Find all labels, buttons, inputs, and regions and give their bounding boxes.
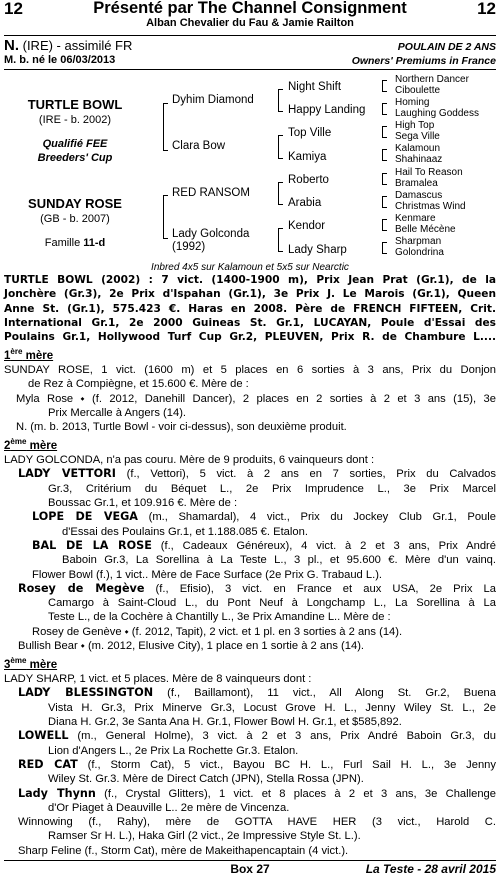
pedigree-bracket-g4 (382, 149, 387, 161)
second-dam-line-10: Rosey de Megève (f., Efisio), 3 vict. en France et aux USA, 2e Prix La (18, 581, 496, 595)
third-dam-line-6: Lion d'Angers L., 2e Prix La Rochette Gr.3. Etalon. (48, 744, 299, 757)
third-dam-line-11: Winnowing (f., Rahy), mère de GOTTA HAVE HER (3 vict., Harold C. (18, 816, 496, 829)
horse-identity (4, 37, 132, 54)
pedigree-ss: Dyhim Diamond (172, 94, 254, 106)
owners-premiums: Owners' Premiums in France (351, 55, 496, 67)
second-dam-line-12: Teste L., de la Cochère à Chantilly L., 3e Prix Amandine L.. Mère de : (48, 611, 391, 624)
pedigree-g2: Ciboulette (395, 85, 441, 96)
pedigree-bracket-g2 (382, 103, 387, 115)
pedigree-ds: RED RANSOM (172, 187, 250, 199)
second-dam-line-9: Flower Bowl (f.), 1 vict.. Mère de Face Surface (2e Prix G. Trabaud L.). (32, 568, 383, 581)
pedigree-bracket-g3 (382, 126, 387, 138)
pedigree-sd: Clara Bow (172, 140, 226, 152)
pedigree-dss: Roberto (288, 174, 329, 186)
second-dam-line-2: LADY VETTORI (f., Vettori), 5 vict. à 2 ans en 7 sorties, Prix du Calvados (18, 467, 496, 481)
sire-text-line-2: Jonchère (Gr.3), 2e Prix d'Ispahan (Gr.1), 3e Prix J. Le Marois (Gr.1), Queen (4, 288, 496, 301)
pedigree-bracket-g6 (382, 196, 387, 208)
pedigree-g1: Northern Dancer (395, 74, 469, 85)
third-dam-line-12: Ramser Sr H. L.), Haka Girl (2 vict., 2e Impressive Style St. L.). (48, 830, 361, 843)
pedigree-bracket-sd (278, 135, 283, 159)
second-dam-line-5: LOPE DE VEGA (m., Shamardal), 4 vict., Prix du Jockey Club Gr.1, Poule (32, 510, 496, 524)
page-header (0, 0, 500, 36)
consignment-title: Présenté par The Channel Consignment (93, 0, 407, 17)
pedigree-bracket-ss (278, 89, 283, 112)
sire-info: (IRE - b. 2002) (38, 114, 112, 126)
horse-origin: (IRE) - assimilé FR (19, 38, 133, 53)
pedigree-bracket-g8 (382, 242, 387, 254)
dam-family: Famille 11-d (44, 237, 106, 249)
sire-name: TURTLE BOWL (27, 97, 123, 112)
lot-number-left: 12 (4, 0, 23, 18)
second-dam-line-7: BAL DE LA ROSE (f., Cadeaux Généreux), 4 vict. à 2 et 3 ans, Prix André (32, 538, 496, 552)
first-dam-line-3: Myla Rose ⬩ (f. 2012, Danehill Dancer), 2 places en 2 sorties à 2 et 3 ans (15), 3e (16, 392, 496, 405)
second-dam-line-11: Camargo à Saint-Cloud L., du Pont Neuf à Longchamp L., La Sorellina à La (48, 597, 496, 610)
footer-rule (4, 860, 496, 861)
header-rule (4, 35, 496, 36)
pedigree-g6: Sega Ville (395, 131, 440, 142)
first-dam-section (4, 345, 496, 435)
pedigree-g8: Shahinaaz (395, 154, 443, 165)
pedigree-bracket-sire (163, 103, 168, 151)
pedigree-ssd: Happy Landing (288, 104, 366, 116)
pedigree-bracket-dam (163, 195, 168, 239)
pedigree-g7: Kalamoun (395, 143, 441, 154)
pedigree-g4: Laughing Goddess (395, 108, 479, 119)
first-dam-heading: 1ère mère (4, 347, 54, 362)
sire-paragraph (4, 273, 496, 344)
pedigree-g11: Damascus (395, 190, 443, 201)
third-dam-line-1: LADY SHARP, 1 vict. et 5 places. Mère de 8 vainqueurs dont : (4, 673, 312, 686)
pedigree-bracket-g1 (382, 80, 387, 92)
third-dam-line-8: Wiley St. Gr.3. Mère de Direct Catch (JPN), Stella Rossa (JPN). (48, 773, 364, 786)
second-dam-line-6: d'Essai des Poulains Gr.1, et 1.188.085 €. Etalon. (62, 525, 308, 538)
pedigree-bracket-g7 (382, 219, 387, 231)
sire-text-line-4: International Gr.1, 2e 2000 Guineas St. Gr.1, LUCAYAN, Poule d'Essai des (4, 316, 496, 329)
sale-event: La Teste - 28 avril 2015 (365, 862, 496, 876)
first-dam-line-4: Prix Mercalle à Angers (14). (48, 407, 187, 420)
dam-name: SUNDAY ROSE (28, 196, 122, 211)
first-dam-line-5: N. (m. b. 2013, Turtle Bowl - voir ci-dessus), son deuxième produit. (16, 421, 347, 434)
pedigree-g15: Sharpman (395, 236, 442, 247)
second-dam-line-8: Baboin Gr.3, La Sorellina à La Teste L., 3 pl., et 95.600 €. Mère d'un vainq. (62, 554, 496, 567)
dam-info: (GB - b. 2007) (40, 213, 110, 225)
pedigree-g9: Hail To Reason (395, 167, 463, 178)
third-dam-line-2: LADY BLESSINGTON (f., Baillamont), 11 vict., All Along St. Gr.2, Buena (18, 686, 496, 700)
horse-description: POULAIN DE 2 ANS (397, 41, 496, 53)
third-dam-line-7: RED CAT (f., Storm Cat), 5 vict., Bayou BC H. L., Furl Sail H. L., 3e Jenny (18, 757, 496, 771)
pedigree-dd-year: (1992) (172, 241, 206, 253)
horse-name: N. (4, 37, 19, 54)
sire-qualification-1: Qualifié FEE (42, 138, 108, 150)
third-dam-section (4, 654, 496, 858)
third-dam-heading: 3ème mère (4, 656, 58, 671)
consignor-names: Alban Chevalier du Fau & Jamie Railton (146, 17, 354, 29)
second-dam-line-4: Boussac Gr.1, et 109.916 €. Mère de : (48, 497, 238, 510)
pedigree-g10: Bramalea (395, 178, 438, 189)
first-dam-line-2: de Rez à Compiègne, et 15.600 €. Mère de : (28, 378, 249, 391)
third-dam-line-5: LOWELL (m., General Holme), 3 vict. à 2 et 3 ans, Prix André Baboin Gr.3, du (18, 729, 496, 743)
second-dam-line-3: Gr.3, Critérium du Béquet L., 2e Prix Imprudence L., 3e Prix Marcel (48, 482, 496, 495)
pedigree-sds: Top Ville (288, 127, 332, 139)
pedigree-bracket-dd (278, 228, 283, 252)
pedigree-sss: Night Shift (288, 81, 342, 93)
pedigree-dds: Kendor (288, 220, 326, 232)
third-dam-line-10: d'Or Piaget à Deauville L.. 2e mère de Vincenza. (48, 801, 290, 814)
inbreeding-note: Inbred 4x5 sur Kalamoun et 5x5 sur Nearctic (151, 262, 349, 273)
first-dam-line-1: SUNDAY ROSE, 1 vict. (1600 m) et 5 places en 6 sorties à 3 ans, Prix du Donjon (4, 364, 496, 377)
box-number: Box 27 (230, 862, 270, 876)
lot-number-right: 12 (477, 0, 496, 18)
pedigree-g13: Kenmare (395, 213, 436, 224)
sire-text-line-3: Anne St. (Gr.1), 575.423 €. Haras en 2008. Père de FRENCH FIFTEEN, Crit. (4, 302, 496, 315)
sire-text-line-5: Poulains Gr.1, Hollywood Turf Cup Gr.2, PLEUVEN, Prix R. de Chambure L.... (4, 331, 496, 344)
second-dam-line-14: Bullish Bear ⬩ (m. 2012, Elusive City), 1 place en 1 sortie à 2 ans (14). (18, 639, 365, 652)
pedigree-sdd: Kamiya (288, 151, 327, 163)
second-dam-heading: 2ème mère (4, 437, 58, 452)
pedigree-g5: High Top (395, 120, 435, 131)
pedigree-g3: Homing (395, 97, 430, 108)
pedigree-ddd: Lady Sharp (288, 244, 347, 256)
pedigree-bracket-ds (278, 182, 283, 205)
sire-text-line-1: TURTLE BOWL (2002) : 7 vict. (1400-1900 m), Prix Jean Prat (Gr.1), de la (4, 274, 496, 286)
second-dam-line-1: LADY GOLCONDA, n'a pas couru. Mère de 9 produits, 6 vainqueurs dont : (4, 454, 375, 467)
pedigree-g12: Christmas Wind (395, 201, 466, 212)
pedigree-bracket-g5 (382, 173, 387, 185)
pedigree-dd: Lady Golconda (172, 228, 250, 240)
pedigree-g16: Golondrina (395, 247, 444, 258)
horse-birth: M. b. né le 06/03/2013 (4, 54, 116, 66)
identity-rule (4, 69, 496, 70)
pedigree-dsd: Arabia (288, 197, 322, 209)
pedigree-g14: Belle Mécène (395, 224, 456, 235)
second-dam-line-13: Rosey de Genève ⬩ (f. 2012, Tapit), 2 vict. et 1 pl. en 3 sorties à 2 ans (14). (32, 625, 403, 638)
second-dam-section (4, 435, 496, 653)
third-dam-line-13: Sharp Feline (f., Storm Cat), mère de Makeithapencaptain (4 vict.). (18, 844, 349, 857)
third-dam-line-3: Vista H. Gr.3, Prix Minerve Gr.3, Locust Grove H. L., Jenny Wiley St. L., 2e (48, 701, 496, 714)
third-dam-line-9: Lady Thynn (f., Crystal Glitters), 1 vict. et 8 places à 2 et 3 ans, 3e Challenge (18, 786, 496, 800)
sire-qualification-2: Breeders' Cup (37, 152, 113, 164)
third-dam-line-4: Diana H. Gr.2, 3e Santa Ana H. Gr.1, Flower Bowl H. Gr.1, et $585,892. (48, 716, 402, 729)
